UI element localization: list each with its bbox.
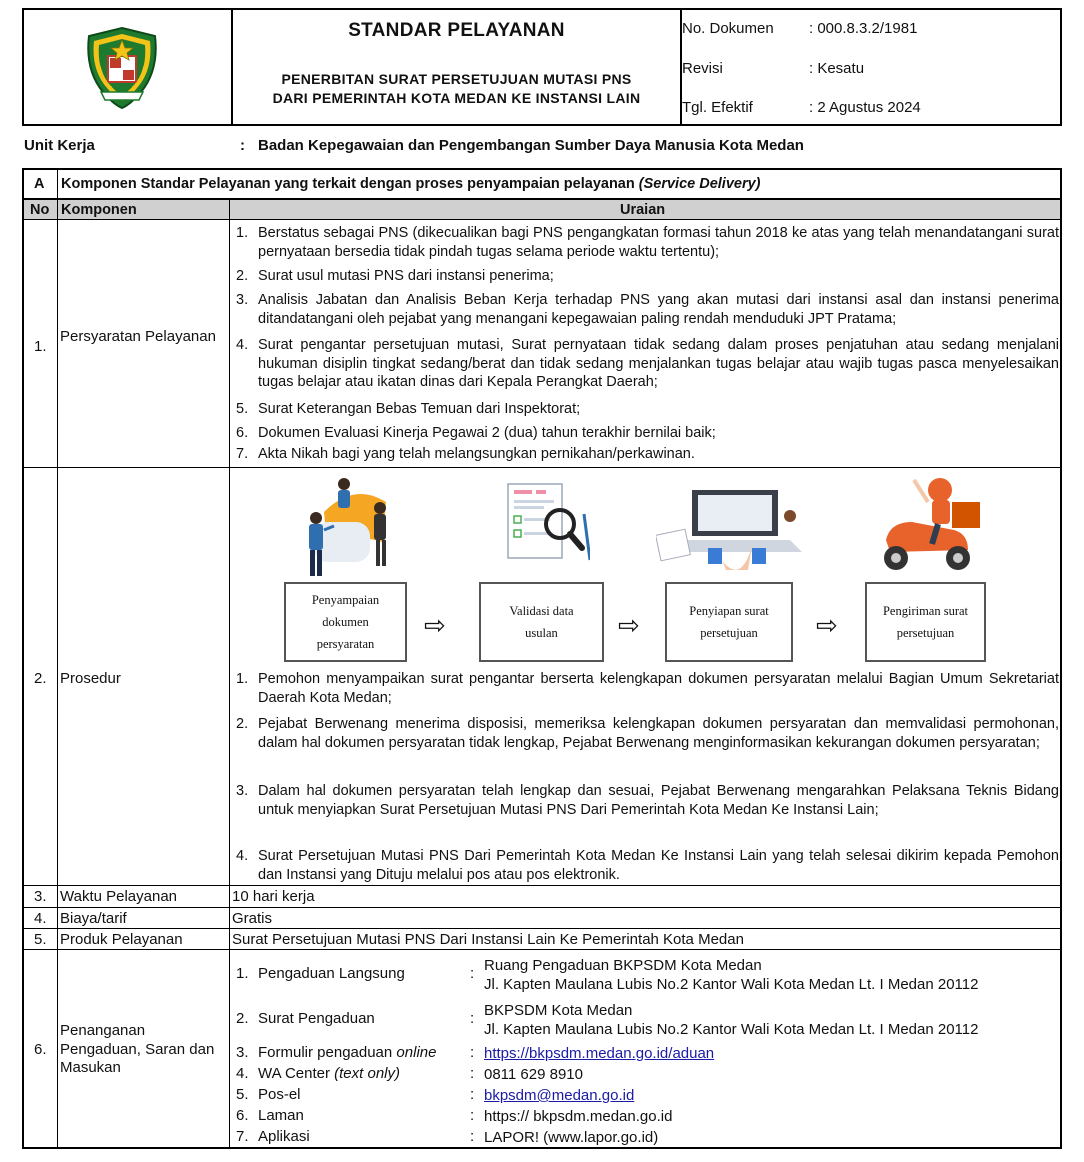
item-value <box>484 1001 978 1039</box>
website-url: https:// bkpsdm.medan.go.id <box>484 1108 673 1125</box>
item-colon: : <box>470 1107 475 1124</box>
unit-label: Unit Kerja <box>24 137 95 154</box>
row-4-value: Gratis <box>232 910 273 927</box>
subtitle-line-1: PENERBITAN SURAT PERSETUJUAN MUTASI PNS <box>281 71 632 87</box>
item-colon: : <box>470 1128 475 1145</box>
item-number: 1. <box>236 225 249 241</box>
item-value-line-2: Jl. Kapten Maulana Lubis No.2 Kantor Wali Kota Medan Lt. I Medan 20112 <box>484 1021 979 1038</box>
laptop-typing-illustration-icon <box>656 486 806 570</box>
flow-step-4 <box>865 582 986 662</box>
row-6-no: 6. <box>34 1041 47 1058</box>
list-item <box>236 400 1059 419</box>
item-key-text: WA Center <box>258 1065 335 1082</box>
service-counter-illustration-icon <box>294 472 394 580</box>
item-colon: : <box>470 965 475 982</box>
meta-value: : Kesatu <box>809 60 865 77</box>
item-text: Surat Keterangan Bebas Temuan dari Inspektorat; <box>258 401 581 417</box>
flow-step-3 <box>665 582 793 662</box>
row-3-komponen: Waktu Pelayanan <box>60 888 178 905</box>
item-number: 7. <box>236 446 249 462</box>
document-header <box>22 8 1062 126</box>
item-key-text: Formulir pengaduan <box>258 1044 397 1061</box>
row-2-no: 2. <box>34 670 47 687</box>
title-cell <box>233 10 682 124</box>
unit-colon: : <box>240 137 245 154</box>
document-meta <box>682 10 1060 124</box>
right-arrow-icon: ⇨ <box>618 610 640 640</box>
row-5-komponen: Produk Pelayanan <box>60 931 183 948</box>
item-number: 3. <box>236 292 249 308</box>
section-title-italic: (Service Delivery) <box>638 176 761 192</box>
item-number: 2. <box>236 268 249 284</box>
item-number: 1. <box>236 671 249 687</box>
item-number: 5. <box>236 1086 249 1103</box>
item-key <box>258 1065 400 1082</box>
item-colon: : <box>470 1010 475 1027</box>
wa-number: 0811 629 8910 <box>484 1066 583 1083</box>
item-number: 3. <box>236 1044 249 1061</box>
flow-step-1 <box>284 582 407 662</box>
flow-step-label: Validasi data usulan <box>509 604 574 640</box>
row-4-no: 4. <box>34 910 47 927</box>
meta-key: Revisi <box>682 60 723 77</box>
meta-key: Tgl. Efektif <box>682 99 753 116</box>
item-number: 3. <box>236 783 249 799</box>
item-value-line-1: BKPSDM Kota Medan <box>484 1002 633 1019</box>
list-item <box>236 224 1059 261</box>
flow-step-label: Penyiapan surat persetujuan <box>689 604 769 640</box>
item-colon: : <box>470 1086 475 1103</box>
right-arrow-icon: ⇨ <box>424 610 446 640</box>
list-item <box>236 445 1059 464</box>
email-link[interactable]: bkpsdm@medan.go.id <box>484 1087 635 1104</box>
list-item <box>236 782 1059 819</box>
item-number: 4. <box>236 1065 249 1082</box>
section-title-text: Komponen Standar Pelayanan yang terkait dengan proses penyampaian pelayanan <box>61 176 639 192</box>
item-text: Dokumen Evaluasi Kinerja Pegawai 2 (dua) tahun terakhir bernilai baik; <box>258 425 716 441</box>
column-uraian: Uraian <box>620 202 666 218</box>
right-arrow-icon: ⇨ <box>816 610 838 640</box>
app-name: LAPOR! (www.lapor.go.id) <box>484 1129 659 1146</box>
flow-step-label: Pengiriman surat persetujuan <box>882 604 969 640</box>
flow-step-label: Penyampaian dokumen persyaratan <box>311 593 380 651</box>
item-number: 6. <box>236 425 249 441</box>
section-letter: A <box>34 176 45 192</box>
item-number: 7. <box>236 1128 249 1145</box>
item-number: 4. <box>236 848 249 864</box>
item-text: Dalam hal dokumen persyaratan telah lengkap dan sesuai, Pejabat Berwenang mengarahkan Pelaksana Teknis Bidang untuk menyiapkan Surat Persetujuan Mutasi PNS Dari Pemerintah Kota Medan Ke Instansi Lain; <box>258 783 1059 818</box>
service-standard-table <box>22 168 1062 1149</box>
item-colon: : <box>470 1065 475 1082</box>
item-text: Analisis Jabatan dan Analisis Beban Kerja terhadap PNS yang akan mutasi dari instansi asal dan instansi penerima ditandatangani oleh pejabat yang menangani kepegawaian paling rendah menduduki JPT Pratama; <box>258 292 1059 327</box>
item-key: Pengaduan Langsung <box>258 965 405 982</box>
item-number: 4. <box>236 337 249 353</box>
column-header-band <box>22 200 1062 220</box>
list-item <box>236 670 1059 707</box>
list-item <box>236 715 1059 752</box>
row-3-no: 3. <box>34 888 47 905</box>
list-item <box>236 336 1059 392</box>
row-4-komponen: Biaya/tarif <box>60 910 127 927</box>
item-number: 1. <box>236 965 249 982</box>
row-6-komponen: Penanganan Pengaduan, Saran dan Masukan <box>60 1022 215 1076</box>
logo-cell <box>24 10 233 124</box>
column-no: No <box>30 202 50 218</box>
kota-medan-emblem-icon <box>81 26 163 110</box>
item-value-line-2: Jl. Kapten Maulana Lubis No.2 Kantor Wali Kota Medan Lt. I Medan 20112 <box>484 976 979 993</box>
item-key <box>258 1044 436 1061</box>
column-komponen: Komponen <box>61 202 137 218</box>
item-text: Akta Nikah bagi yang telah melangsungkan pernikahan/perkawinan. <box>258 446 695 462</box>
item-colon: : <box>470 1044 475 1061</box>
section-title <box>61 176 760 192</box>
item-number: 6. <box>236 1107 249 1124</box>
item-key: Pos-el <box>258 1086 301 1103</box>
unit-value: Badan Kepegawaian dan Pengembangan Sumber Daya Manusia Kota Medan <box>258 137 804 154</box>
document-title: STANDAR PELAYANAN <box>348 20 565 41</box>
item-number: 5. <box>236 401 249 417</box>
item-key: Laman <box>258 1107 304 1124</box>
item-value-line-1: Ruang Pengaduan BKPSDM Kota Medan <box>484 957 762 974</box>
item-number: 2. <box>236 716 249 732</box>
subtitle-line-2: DARI PEMERINTAH KOTA MEDAN KE INSTANSI LAIN <box>272 90 641 106</box>
item-text: Surat pengantar persetujuan mutasi, Surat pernyataan tidak sedang dalam proses penjatuhan atau sedang menjalani hukuman disiplin tingkat sedang/berat dan tidak sedang menjalankan tugas belajar atau wajib tugas pasca menyelesaikan tugas belajar atau ikatan dinas dari Kepala Perangkat Daerah; <box>258 337 1059 390</box>
item-key: Aplikasi <box>258 1128 310 1145</box>
row-1-no: 1. <box>34 338 47 355</box>
meta-key: No. Dokumen <box>682 20 774 37</box>
item-text: Surat usul mutasi PNS dari instansi penerima; <box>258 268 554 284</box>
row-2-komponen: Prosedur <box>60 670 121 687</box>
meta-value: : 2 Agustus 2024 <box>809 99 921 116</box>
row-5-value: Surat Persetujuan Mutasi PNS Dari Instansi Lain Ke Pemerintah Kota Medan <box>232 931 744 948</box>
item-number: 2. <box>236 1010 249 1027</box>
list-item <box>236 424 1059 443</box>
item-value <box>484 956 978 994</box>
item-text: Pejabat Berwenang menerima disposisi, memeriksa kelengkapan dokumen persyaratan dan memvalidasi permohonan, dalam hal dokumen persyaratan tidak lengkap, Pejabat Berwenang menginformasikan kekurangan dokumen persyaratan; <box>258 716 1059 751</box>
row-3-value: 10 hari kerja <box>232 888 315 905</box>
row-1-komponen: Persyaratan Pelayanan <box>60 328 216 345</box>
delivery-scooter-illustration-icon <box>868 472 984 578</box>
meta-value: : 000.8.3.2/1981 <box>809 20 918 37</box>
row-5-no: 5. <box>34 931 47 948</box>
list-item <box>236 847 1059 884</box>
item-key-italic: (text only) <box>334 1065 400 1082</box>
document-subtitle <box>233 70 680 108</box>
list-item <box>236 267 1059 286</box>
item-key: Surat Pengaduan <box>258 1010 375 1027</box>
flow-step-2 <box>479 582 604 662</box>
item-key-italic: online <box>396 1044 437 1061</box>
list-item <box>236 291 1059 328</box>
item-text: Surat Persetujuan Mutasi PNS Dari Pemerintah Kota Medan Ke Instansi Lain yang telah selesai dikirim kepada Pemohon dan Instansi yang Dituju melalui pos atau pos elektronik. <box>258 848 1059 883</box>
item-text: Pemohon menyampaikan surat pengantar berserta kelengkapan dokumen persyaratan melalui Bagian Umum Sekretariat Daerah Kota Medan; <box>258 671 1059 706</box>
item-text: Berstatus sebagai PNS (dikecualikan bagi PNS pengangkatan formasi tahun 2018 ke atas yang telah menandatangani surat pernyataan bersedia tidak pindah tugas selama periode waktu tertentu); <box>258 225 1059 260</box>
document-magnifier-illustration-icon <box>500 478 590 574</box>
complaint-form-link[interactable]: https://bkpsdm.medan.go.id/aduan <box>484 1045 715 1062</box>
